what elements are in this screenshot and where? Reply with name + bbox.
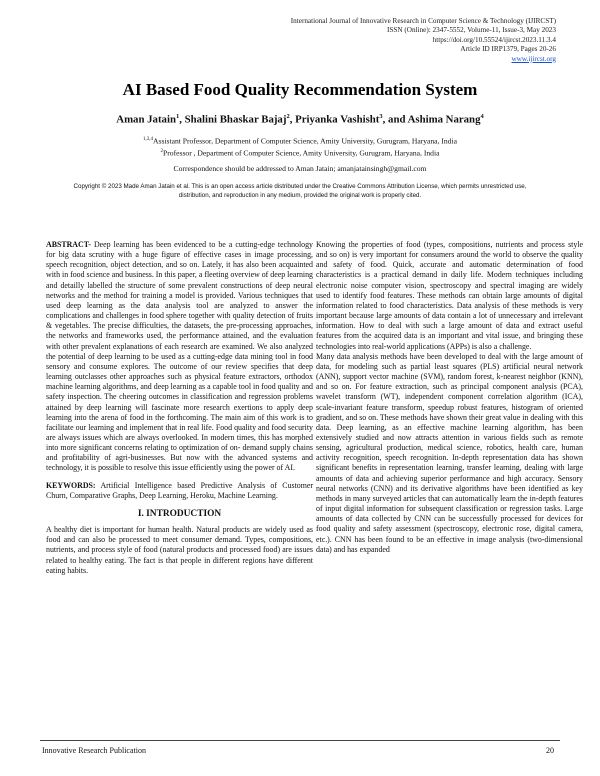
section-heading-introduction: I. INTRODUCTION xyxy=(137,508,222,519)
author-name: Shalini Bhaskar Bajaj xyxy=(184,113,287,126)
affiliation-sup: 2 xyxy=(160,149,164,155)
article-id: Article ID IRP1379, Pages 20-26 xyxy=(460,45,556,54)
author-sup: 1 xyxy=(175,113,180,120)
keywords xyxy=(46,481,313,501)
paper-title: AI Based Food Quality Recommendation System xyxy=(122,80,478,99)
author-list: Aman Jatain$^1$, Shalini Bhaskar Bajaj$^2$, Priyanka Vashisht$^3$, and Ashima Narang$^4$ xyxy=(116,113,484,126)
affiliation-text: Assistant Professor, Department of Computer Science, Amity University, Gurugram, Haryana, India xyxy=(153,136,457,146)
body-paragraph: Knowing the properties of food (types, compositions, nutrients and process style and so on) is very important for consumers around the world to observe the quality and safety of food. Quick, accurate and automatic determination of food characteristics is a practical demand in daily life. Modern techniques including electronic noise computer vision, spectroscopy and spectral imaging are widely used to identify food features. These methods can obtain large amounts of digital information related to food characteristics. Data analysis of these methods is very important because large amounts of data contain a lot of unnecessary and irrelevant information. How to deal with such a large amount of data and extract useful features from the acquired data is an important and vital issue, and bringing these technologies into real-world applications (APPs) is also a challenge. xyxy=(316,240,583,351)
correspondence: Correspondence should be addressed to Aman Jatain; amanjatainsingh@gmail.com xyxy=(173,164,427,173)
footer-publisher: Innovative Research Publication xyxy=(42,746,146,755)
journal-website-link[interactable]: www.ijircst.org xyxy=(511,54,556,63)
affiliations xyxy=(0,135,600,159)
affiliation-text: Professor , Department of Computer Science, Amity University, Gurugram, Haryana, India xyxy=(163,148,440,158)
abstract xyxy=(46,240,313,474)
journal-issn: ISSN (Online): 2347-5552, Volume-11, Issue-3, May 2023 xyxy=(387,26,556,35)
affiliation-sup: 1,3,4 xyxy=(143,137,154,142)
author-sup: 2 xyxy=(286,113,290,120)
author-name: Aman Jatain xyxy=(116,113,176,126)
journal-header xyxy=(136,17,556,64)
author-name: Ashima Narang xyxy=(407,113,481,126)
right-column xyxy=(316,240,583,555)
author-name: Priyanka Vashisht xyxy=(295,113,380,126)
abstract-text: Deep learning has been evidenced to be a cutting-edge technology for big data scrutiny with a huge figure of effective cases in image processing, speech recognition, object detection, and so on. Lately, it has also been acquainted with in food science and business. In this paper, a fleeting overview of deep learning and detailly labelled the structure of some prevalent constructions of deep neural networks and the method for training a model is provided. Various techniques that used deep learning as the data analysis tool are analyzed to answer the complications and challenges in food sphere together with quality detection of fruits & vegetables. The precise difficulties, the datasets, the pre-processing approaches, the networks and frameworks used, the performance attained, and the evaluation with other prevalent explanations of each research are examined. We also analyzed the potential of deep learning to be used as a cutting-edge data mining tool in food sensory and consume explores. The outcome of our review specifies that deep learning outclasses other approaches such as physical feature extractors, orthodox machine learning algorithms, and deep learning as a capable tool in food quality and safety inspection. The cheering outcomes in classification and regression problems attained by deep learning will fascinate more research exertions to apply deep learning into the arena of food in the forthcoming. The main aim of this work is to facilitate our learning and implement that in real life. Food quality and food security are always issues which are always overlooked. In modern times, this has morphed into more significant concerns relating to optimization of on- demand supply chains and profitability of agri-businesses. But now with the advanced systems and technology, it is possible to resolve this issue efficiently using the power of AI. xyxy=(46,240,314,473)
journal-name: International Journal of Innovative Research in Computer Science & Technology (IJIRCST) xyxy=(290,17,556,25)
keywords-text: Artificial Intelligence based Predictive Analysis of Customer Churn, Comparative Graphs, Deep Learning, Heroku, Machine Learning. xyxy=(46,480,313,500)
footer-divider xyxy=(40,740,560,741)
body-paragraph: Many data analysis methods have been developed to deal with the large amount of data, for modeling such as partial least squares (PLS) artificial neural network (ANN), support vector machine (SVM), random forest, k-nearest neighbor (KNN), and so on. For feature extraction, such as principal component analysis (PCA), wavelet transform (WT), independent component correlation algorithm (ICA), scale-invariant feature transform, speedup robust features, histogram of oriented gradient, and so on. These methods have shown their great value in dealing with this data. Deep learning, as an effective machine learning algorithm, has been extensively studied and now attracts attention in various fields such as remote sensing, agricultural production, medical science, robotics, health care, human activity recognition, speech recognition. In-depth representation data has shown significant benefits in representation learning, transfer learning, dealing with large amounts of data and achieving superior performance and high accuracy. Sensory neural networks (CNN) and its derivative algorithms have been identified as key methods in many surveyed articles that can automatically learn the in-depth features of input digital information for subsequent classification or regression tasks. Large amounts of data collected by CNN can be successfully processed for devices for food quality and safety assessment (spectroscopy, electronic rose, digital camera, etc.). CNN has been found to be an effective in image analysis (two-dimensional data) and has expanded xyxy=(316,351,583,554)
abstract-label: ABSTRACT- xyxy=(46,240,91,249)
affiliation-line xyxy=(0,147,600,159)
left-column xyxy=(46,240,313,576)
affiliation-line xyxy=(0,135,600,147)
intro-paragraph: A healthy diet is important for human health. Natural products are widely used as food and can also be processed to meet consumer demand. Types, compositions, nutrients, and process style of food (natural products and processed food) are issues related to healthy eating. The fact is that people in different regions have different eating habits. xyxy=(46,525,313,575)
journal-doi[interactable]: https://doi.org/10.55524/ijircst.2023.11.3.4 xyxy=(432,35,556,44)
keywords-label: KEYWORDS: xyxy=(46,480,96,490)
copyright-notice: Copyright © 2023 Made Aman Jatain et al. This is an open access article distributed under the Creative Commons Attribution License, which permits unrestricted use, distribution, and reproduction in any medium, provided the original work is properly cited. xyxy=(73,183,527,199)
author-sup: 3 xyxy=(379,113,383,120)
page-number: 20 xyxy=(546,746,554,755)
author-sup: 4 xyxy=(480,113,484,120)
